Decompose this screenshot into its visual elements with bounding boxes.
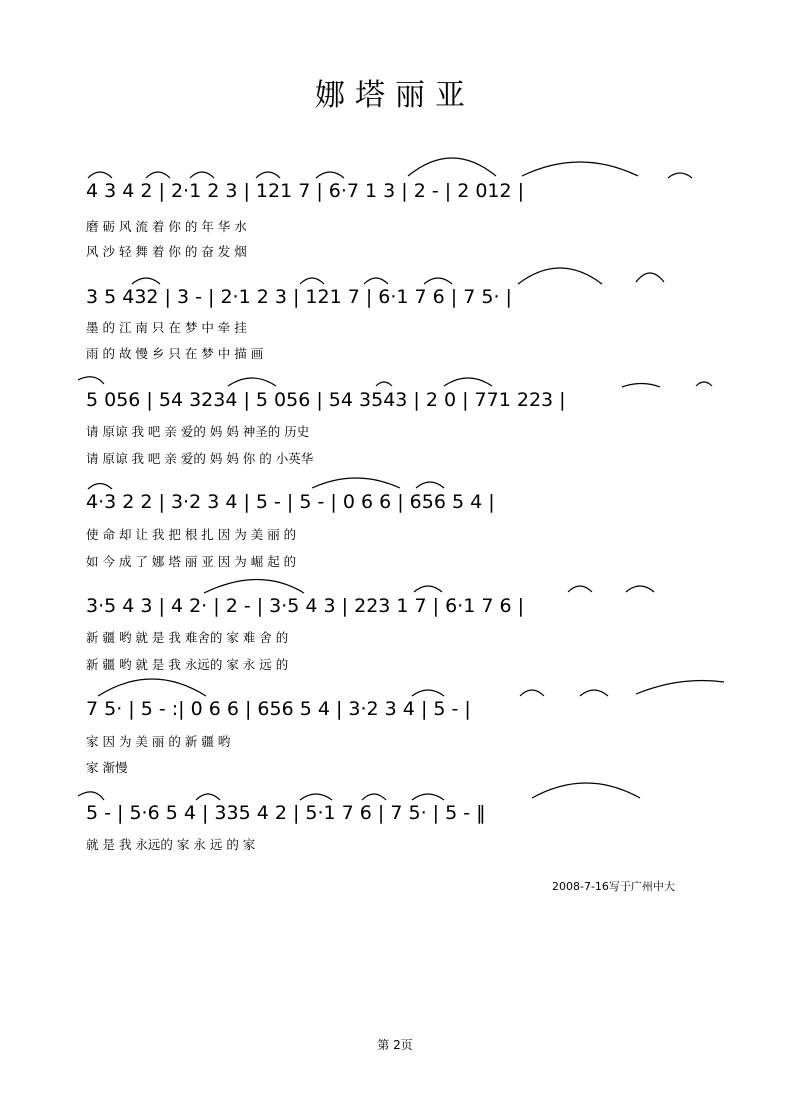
slur-arc [408, 158, 496, 176]
slur-arc [204, 580, 304, 594]
slur-arc [568, 586, 592, 592]
slur-arc [414, 586, 442, 592]
song-title: 娜塔丽亚 [315, 78, 475, 113]
slur-arc [88, 484, 112, 490]
slur-arc [146, 172, 170, 178]
slur-arc [626, 586, 654, 592]
system-5-lyrics-verse-1: 新 疆 哟 就 是 我 难舍的 家 难 舍 的 [86, 630, 289, 645]
slur-arc [78, 792, 104, 800]
slur-arc [412, 690, 444, 696]
system-4-notes: 4·3 2 2 | 3·2 3 4 | 5 - | 5 - | 0 6 6 | 656 5 4 | [86, 491, 495, 513]
slur-arc [668, 173, 692, 178]
slur-arc [424, 278, 452, 284]
slur-arc [196, 794, 220, 800]
slur-arc [312, 478, 400, 488]
slur-arc [636, 681, 724, 695]
slur-arc [132, 278, 160, 284]
slur-arc [78, 377, 104, 384]
slur-arc [522, 162, 638, 176]
slur-arc [532, 783, 640, 798]
system-1-lyrics-verse-2: 风 沙 轻 舞 着 你 的 奋 发 烟 [86, 244, 247, 259]
slur-arc [696, 382, 712, 386]
slur-arc [520, 690, 544, 696]
system-2-notes: 3 5 432 | 3 - | 2·1 2 3 | 121 7 | 6·1 7 6 | 7 5· | [86, 286, 512, 308]
slur-arc [364, 278, 388, 284]
slur-arc [228, 378, 276, 386]
slur-arc [580, 690, 608, 696]
slur-arc [316, 172, 344, 178]
slur-arc [416, 482, 444, 488]
slur-arc [300, 278, 324, 284]
system-4-lyrics-verse-2: 如 今 成 了 娜 塔 丽 亚 因 为 崛 起 的 [86, 554, 297, 569]
system-6-notes: 7 5· | 5 - :| 0 6 6 | 656 5 4 | 3·2 3 4 | 5 - | [86, 698, 471, 720]
system-7-notes: 5 - | 5·6 5 4 | 335 4 2 | 5·1 7 6 | 7 5· | 5 - ‖ [86, 802, 486, 824]
slur-arc [98, 679, 206, 696]
system-5-lyrics-verse-2: 新 疆 哟 就 是 我 永远的 家 永 远 的 [86, 657, 289, 672]
system-3-lyrics-verse-2: 请 原谅 我 吧 亲 爱的 妈 妈 你 的 小英华 [86, 451, 314, 466]
system-2-lyrics-verse-1: 墨 的 江 南 只 在 梦 中 牵 挂 [86, 320, 247, 335]
system-4-lyrics-verse-1: 使 命 却 让 我 把 根 扎 因 为 美 丽 的 [86, 527, 297, 542]
slur-arc [190, 172, 214, 178]
system-6-lyrics-verse-1: 家 因 为 美 丽 的 新 疆 哟 [86, 734, 231, 749]
slur-arc [622, 384, 660, 388]
page-number: 第 2页 [377, 1038, 413, 1052]
system-6-lyrics-verse-2: 家 渐慢 [86, 760, 128, 775]
slur-arc [362, 794, 386, 800]
slur-arc [300, 794, 332, 800]
slur-arc [256, 172, 280, 178]
slur-arc [412, 794, 444, 800]
date-note: 2008-7-16写于广州中大 [552, 880, 675, 893]
system-1-notes: 4 3 4 2 | 2·1 2 3 | 121 7 | 6·7 1 3 | 2 - | 2 012 | [86, 180, 525, 202]
system-5-notes: 3·5 4 3 | 4 2· | 2 - | 3·5 4 3 | 223 1 7 | 6·1 7 6 | [86, 595, 525, 617]
slur-arc [444, 378, 492, 386]
system-7-lyrics-verse-1: 就 是 我 永远的 家 永 远 的 家 [86, 837, 256, 852]
system-3-lyrics-verse-1: 请 原谅 我 吧 亲 爱的 妈 妈 神圣的 历史 [86, 424, 310, 439]
system-1-lyrics-verse-1: 磨 砺 风 流 着 你 的 年 华 水 [86, 219, 247, 234]
system-2-lyrics-verse-2: 雨 的 故 慢 乡 只 在 梦 中 描 画 [86, 346, 264, 361]
slur-arc [518, 268, 602, 284]
slur-arc [88, 172, 112, 178]
slur-arc [376, 382, 392, 386]
slur-arc [636, 273, 664, 282]
system-3-notes: 5 056 | 54 3234 | 5 056 | 54 3543 | 2 0 | 771 223 | [86, 389, 566, 411]
